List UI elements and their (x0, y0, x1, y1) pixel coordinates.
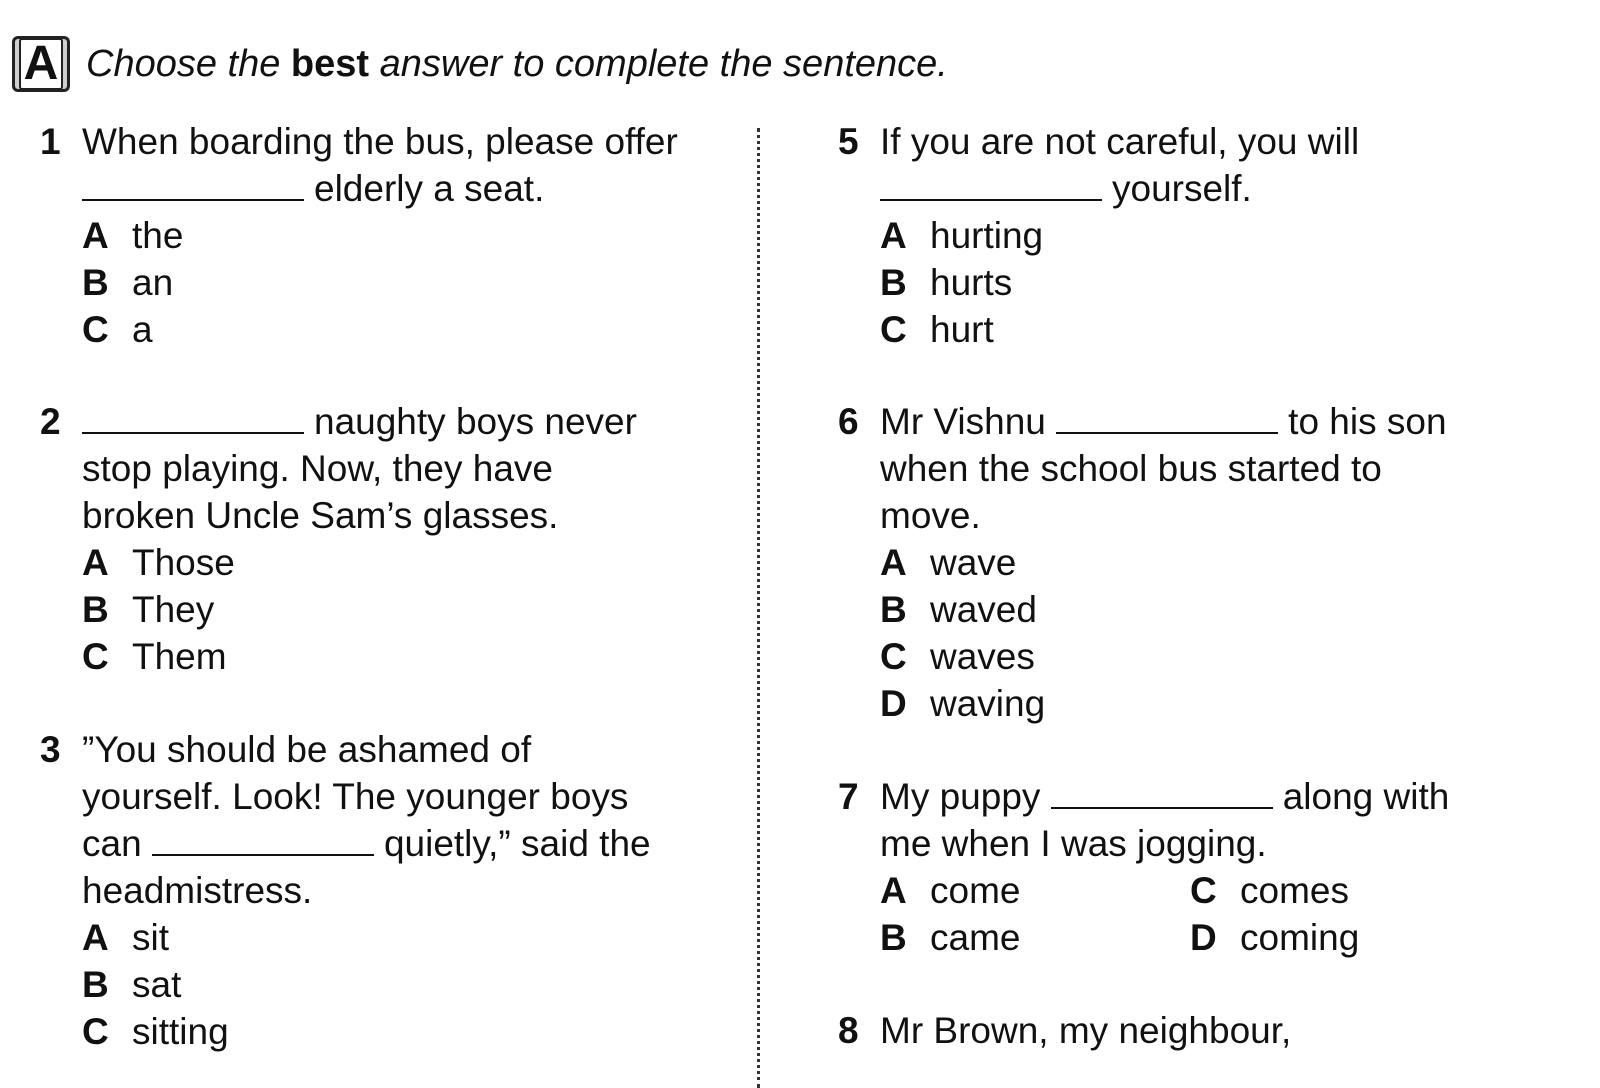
option-a[interactable] (880, 867, 1190, 914)
answer-blank[interactable] (152, 824, 374, 856)
option-c[interactable] (880, 633, 1578, 680)
question-number: 5 (838, 121, 859, 162)
option-a[interactable] (880, 539, 1578, 586)
question-number: 7 (838, 776, 859, 817)
option-letter: C (82, 636, 109, 677)
option-text: Them (132, 636, 227, 677)
section-badge (12, 36, 70, 92)
option-text: waves (930, 636, 1035, 677)
question-line: ”You should be ashamed of (82, 729, 532, 770)
option-text: sitting (132, 1011, 229, 1052)
option-letter: D (880, 683, 907, 724)
question-5 (838, 118, 1578, 353)
option-a[interactable] (82, 212, 750, 259)
question-8 (838, 1007, 1578, 1054)
option-text: the (132, 215, 184, 256)
column-divider (757, 128, 760, 1088)
section-badge-letter: A (19, 38, 64, 90)
option-letter: C (1190, 870, 1217, 911)
option-text: a (132, 309, 153, 350)
question-text: My puppy (880, 776, 1041, 817)
option-letter: A (82, 215, 109, 256)
option-letter: C (880, 309, 907, 350)
instruction-bold: best (290, 42, 370, 85)
answer-blank[interactable] (1056, 402, 1278, 434)
instruction-part: Choose the (86, 42, 291, 85)
question-line (82, 165, 750, 212)
option-b[interactable] (82, 259, 750, 306)
option-text: sit (132, 917, 169, 958)
question-text: quietly,” said the (383, 823, 651, 864)
question-line (82, 398, 750, 445)
option-b[interactable] (880, 914, 1190, 961)
option-c[interactable] (82, 1008, 750, 1055)
question-number: 2 (40, 401, 61, 442)
question-text: elderly a seat. (314, 168, 545, 209)
question-line: me when I was jogging. (880, 823, 1267, 864)
option-text: came (930, 917, 1021, 958)
instruction-part: answer to complete the sentence. (369, 42, 948, 85)
question-line: headmistress. (82, 870, 313, 911)
option-letter: B (880, 589, 907, 630)
option-letter: C (82, 1011, 109, 1052)
option-c[interactable] (1190, 867, 1490, 914)
option-text: coming (1240, 917, 1360, 958)
option-text: They (132, 589, 215, 630)
option-b[interactable] (880, 586, 1578, 633)
option-c[interactable] (82, 633, 750, 680)
instruction-text (86, 43, 948, 86)
option-text: waving (930, 683, 1046, 724)
question-number: 6 (838, 401, 859, 442)
option-letter: B (880, 917, 907, 958)
option-letter: A (880, 215, 907, 256)
option-text: waved (930, 589, 1037, 630)
question-line: move. (880, 495, 981, 536)
question-number: 3 (40, 729, 61, 770)
option-text: wave (930, 542, 1017, 583)
question-line (82, 820, 750, 867)
option-letter: C (880, 636, 907, 677)
option-letter: B (82, 964, 109, 1005)
option-text: come (930, 870, 1021, 911)
option-d[interactable] (880, 680, 1578, 727)
option-d[interactable] (1190, 914, 1490, 961)
option-letter: B (880, 262, 907, 303)
question-3 (40, 726, 750, 1055)
question-number: 8 (838, 1010, 859, 1051)
question-text: along with (1282, 776, 1450, 817)
option-b[interactable] (82, 961, 750, 1008)
question-text: can (82, 823, 142, 864)
question-6 (838, 398, 1578, 727)
option-letter: A (880, 870, 907, 911)
option-a[interactable] (82, 914, 750, 961)
question-2 (40, 398, 750, 680)
question-text: to his son (1288, 401, 1447, 442)
question-line: Mr Brown, my neighbour, (880, 1010, 1292, 1051)
option-b[interactable] (82, 586, 750, 633)
option-c[interactable] (82, 306, 750, 353)
answer-blank[interactable] (880, 169, 1102, 201)
question-1 (40, 118, 750, 353)
question-text: yourself. (1112, 168, 1252, 209)
option-a[interactable] (880, 212, 1578, 259)
question-text: naughty boys never (314, 401, 637, 442)
answer-blank[interactable] (82, 169, 304, 201)
option-text: hurts (930, 262, 1013, 303)
answer-blank[interactable] (82, 402, 304, 434)
options-grid (880, 867, 1578, 961)
option-b[interactable] (880, 259, 1578, 306)
option-text: comes (1240, 870, 1349, 911)
option-letter: B (82, 589, 109, 630)
question-number: 1 (40, 121, 61, 162)
question-line: When boarding the bus, please offer (82, 121, 678, 162)
answer-blank[interactable] (1051, 777, 1273, 809)
option-letter: A (82, 917, 109, 958)
option-text: Those (132, 542, 235, 583)
option-letter: A (880, 542, 907, 583)
question-line: If you are not careful, you will (880, 121, 1360, 162)
option-text: an (132, 262, 174, 303)
option-text: hurting (930, 215, 1044, 256)
option-letter: A (82, 542, 109, 583)
question-line: stop playing. Now, they have (82, 448, 554, 489)
question-line: broken Uncle Sam’s glasses. (82, 495, 559, 536)
instruction-header (12, 34, 948, 94)
question-text: Mr Vishnu (880, 401, 1046, 442)
option-text: hurt (930, 309, 994, 350)
question-line: when the school bus started to (880, 448, 1382, 489)
option-text: sat (132, 964, 182, 1005)
option-letter: B (82, 262, 109, 303)
question-line (880, 398, 1578, 445)
option-a[interactable] (82, 539, 750, 586)
option-letter: D (1190, 917, 1217, 958)
option-letter: C (82, 309, 109, 350)
question-line: yourself. Look! The younger boys (82, 776, 629, 817)
option-c[interactable] (880, 306, 1578, 353)
question-line (880, 773, 1578, 820)
question-7 (838, 773, 1578, 961)
question-line (880, 165, 1578, 212)
